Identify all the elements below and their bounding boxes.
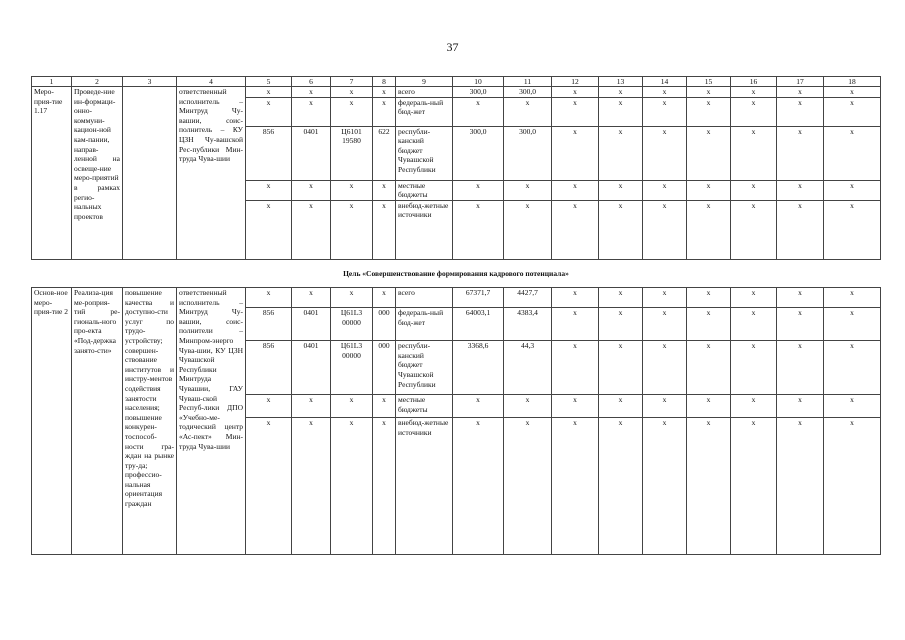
header-cell: 8 (373, 77, 396, 87)
amount-cell: x (643, 180, 687, 200)
amount-cell: x (643, 418, 687, 555)
amount-cell: 300,0 (453, 87, 504, 98)
amount-cell: 67371,7 (453, 288, 504, 308)
executor-cell: ответственный исполнитель – Минтруд Чу-вашии, соис-полнители – Минпром-энерго Чува-шии, КУ ЦЗН Чувашской Республики Минтруда Чувашии, ГАУ Чуваш-ской Респуб-лики ДПО «Учебно-ме-тодический центр «Ас-пект» Мин-труда Чува-шии (177, 288, 246, 555)
amount-cell: x (824, 97, 881, 126)
source-cell: местные бюджеты (396, 180, 453, 200)
section-cell: x (292, 395, 331, 418)
amount-cell: x (687, 180, 731, 200)
amount-cell: x (504, 180, 552, 200)
grbs-cell: 856 (246, 126, 292, 180)
amount-cell: x (687, 308, 731, 341)
amount-cell: x (453, 418, 504, 555)
amount-cell: x (453, 97, 504, 126)
amount-cell: x (687, 200, 731, 259)
target-article-cell: x (331, 87, 373, 98)
target-article-cell: Ц61L3 00000 (331, 341, 373, 395)
event-number-cell: Меро-прия-тие 1.17 (32, 87, 72, 260)
amount-cell: x (824, 288, 881, 308)
amount-cell: x (824, 200, 881, 259)
section-cell: x (292, 288, 331, 308)
header-cell: 2 (72, 77, 123, 87)
amount-cell: x (643, 200, 687, 259)
amount-cell: 44,3 (504, 341, 552, 395)
amount-cell: x (824, 308, 881, 341)
amount-cell: x (777, 87, 824, 98)
expense-type-cell: 622 (373, 126, 396, 180)
header-cell: 5 (246, 77, 292, 87)
amount-cell: x (552, 180, 599, 200)
grbs-cell: x (246, 180, 292, 200)
amount-cell: x (552, 126, 599, 180)
amount-cell: x (777, 200, 824, 259)
source-cell: республи-канский бюджет Чувашской Республики (396, 126, 453, 180)
header-cell: 3 (123, 77, 177, 87)
target-article-cell: x (331, 200, 373, 259)
amount-cell: x (504, 97, 552, 126)
target-article-cell: x (331, 288, 373, 308)
amount-cell: x (599, 97, 643, 126)
target-article-cell: x (331, 180, 373, 200)
amount-cell: x (643, 288, 687, 308)
header-cell: 6 (292, 77, 331, 87)
amount-cell: 64003,1 (453, 308, 504, 341)
amount-cell: x (687, 288, 731, 308)
amount-cell: x (599, 308, 643, 341)
header-cell: 7 (331, 77, 373, 87)
grbs-cell: x (246, 200, 292, 259)
source-cell: федераль-ный бюд-жет (396, 97, 453, 126)
amount-cell: x (504, 200, 552, 259)
target-article-cell: x (331, 395, 373, 418)
executor-cell: ответственный исполнитель – Минтруд Чу-вашии, соис-полнитель – КУ ЦЗН Чу-вашской Рес-публики Мин-труда Чува-шии (177, 87, 246, 260)
amount-cell: x (777, 395, 824, 418)
amount-cell: x (643, 126, 687, 180)
expense-type-cell: x (373, 288, 396, 308)
amount-cell: x (731, 288, 777, 308)
amount-cell: x (777, 418, 824, 555)
amount-cell: x (687, 341, 731, 395)
event-goal-cell (123, 87, 177, 260)
amount-cell: x (731, 418, 777, 555)
amount-cell: x (504, 395, 552, 418)
amount-cell: x (777, 308, 824, 341)
amount-cell: x (599, 341, 643, 395)
expense-type-cell: x (373, 97, 396, 126)
header-cell: 9 (396, 77, 453, 87)
amount-cell: x (453, 180, 504, 200)
header-cell: 4 (177, 77, 246, 87)
amount-cell: x (552, 97, 599, 126)
amount-cell: x (687, 418, 731, 555)
header-cell: 13 (599, 77, 643, 87)
amount-cell: x (599, 200, 643, 259)
amount-cell: x (777, 126, 824, 180)
section-cell: 0401 (292, 126, 331, 180)
amount-cell: x (599, 418, 643, 555)
source-cell: внебюд-жетные источники (396, 200, 453, 259)
amount-cell: x (687, 87, 731, 98)
section-cell: 0401 (292, 341, 331, 395)
amount-cell: x (731, 97, 777, 126)
amount-cell: x (731, 308, 777, 341)
amount-cell: x (552, 200, 599, 259)
amount-cell: x (687, 97, 731, 126)
grbs-cell: 856 (246, 341, 292, 395)
expense-type-cell: x (373, 180, 396, 200)
amount-cell: x (731, 341, 777, 395)
amount-cell: x (777, 180, 824, 200)
amount-cell: x (453, 395, 504, 418)
header-cell: 17 (777, 77, 824, 87)
header-cell: 18 (824, 77, 881, 87)
source-cell: федераль-ный бюд-жет (396, 308, 453, 341)
event-name-cell: Проведе-ние ин-формаци-онно-коммуни-кацион-ной кам-пании, направ-ленной на освеще-ние меро-приятий в рамках регио-нальных проектов (72, 87, 123, 260)
amount-cell: x (504, 418, 552, 555)
source-cell: всего (396, 288, 453, 308)
section-cell: x (292, 200, 331, 259)
amount-cell: x (552, 341, 599, 395)
target-article-cell: x (331, 97, 373, 126)
expense-type-cell: x (373, 200, 396, 259)
amount-cell: x (824, 418, 881, 555)
amount-cell: x (599, 126, 643, 180)
amount-cell: x (643, 308, 687, 341)
section-cell: 0401 (292, 308, 331, 341)
source-cell: всего (396, 87, 453, 98)
section-cell: x (292, 180, 331, 200)
amount-cell: 3368,6 (453, 341, 504, 395)
source-cell: республи-канский бюджет Чувашской Республики (396, 341, 453, 395)
amount-cell: x (777, 288, 824, 308)
amount-cell: x (777, 341, 824, 395)
expense-type-cell: 000 (373, 341, 396, 395)
header-cell: 10 (453, 77, 504, 87)
amount-cell: x (552, 87, 599, 98)
grbs-cell: x (246, 97, 292, 126)
amount-cell: x (599, 395, 643, 418)
amount-cell: x (824, 341, 881, 395)
amount-cell: x (643, 341, 687, 395)
amount-cell: x (687, 126, 731, 180)
amount-cell: x (731, 126, 777, 180)
event-name-cell: Реализа-ция ме-роприя-тий ре-гиональ-ного про-екта «Под-держка занято-сти» (72, 288, 123, 555)
target-article-cell: Ц61L3 00000 (331, 308, 373, 341)
page-number: 37 (446, 40, 459, 54)
expense-type-cell: x (373, 87, 396, 98)
table-row (32, 288, 881, 308)
amount-cell: x (824, 395, 881, 418)
amount-cell: 4383,4 (504, 308, 552, 341)
amount-cell: x (552, 308, 599, 341)
amount-cell: x (643, 395, 687, 418)
amount-cell: x (824, 126, 881, 180)
amount-cell: x (731, 87, 777, 98)
table-row (32, 87, 881, 98)
amount-cell: x (599, 180, 643, 200)
amount-cell: x (687, 395, 731, 418)
header-cell: 12 (552, 77, 599, 87)
target-article-cell: Ц6101 19580 (331, 126, 373, 180)
header-row (32, 77, 881, 87)
header-cell: 14 (643, 77, 687, 87)
goal-title: Цель «Совершенствование формирования кадрового потенциала» (32, 260, 881, 288)
grbs-cell: x (246, 87, 292, 98)
grbs-cell: x (246, 418, 292, 555)
grbs-cell: x (246, 395, 292, 418)
amount-cell: 4427,7 (504, 288, 552, 308)
amount-cell: x (599, 288, 643, 308)
goal-row (32, 260, 881, 288)
amount-cell: x (552, 288, 599, 308)
amount-cell: 300,0 (504, 87, 552, 98)
amount-cell: x (731, 200, 777, 259)
amount-cell: x (599, 87, 643, 98)
amount-cell: 300,0 (504, 126, 552, 180)
target-article-cell: x (331, 418, 373, 555)
section-cell: x (292, 97, 331, 126)
amount-cell: x (824, 87, 881, 98)
expense-type-cell: x (373, 418, 396, 555)
section-cell: x (292, 87, 331, 98)
budget-table (31, 76, 881, 555)
amount-cell: x (453, 200, 504, 259)
amount-cell: x (552, 418, 599, 555)
amount-cell: x (731, 395, 777, 418)
section-cell: x (292, 418, 331, 555)
source-cell: местные бюджеты (396, 395, 453, 418)
header-cell: 15 (687, 77, 731, 87)
header-cell: 1 (32, 77, 72, 87)
grbs-cell: x (246, 288, 292, 308)
expense-type-cell: x (373, 395, 396, 418)
event-number-cell: Основ-ное меро-прия-тие 2 (32, 288, 72, 555)
amount-cell: x (552, 395, 599, 418)
amount-cell: x (643, 97, 687, 126)
amount-cell: x (777, 97, 824, 126)
amount-cell: 300,0 (453, 126, 504, 180)
header-cell: 11 (504, 77, 552, 87)
grbs-cell: 856 (246, 308, 292, 341)
event-goal-cell: повышение качества и доступно-сти услуг по трудо-устройству; совершен-ствование институтов и инстру-ментов содействия занятости населения; повышение конкурен-тоспособ-ности гра-ждан на рынке тру-да; профессио-нальная ориентация граждан (123, 288, 177, 555)
amount-cell: x (824, 180, 881, 200)
source-cell: внебюд-жетные источники (396, 418, 453, 555)
expense-type-cell: 000 (373, 308, 396, 341)
amount-cell: x (731, 180, 777, 200)
amount-cell: x (643, 87, 687, 98)
header-cell: 16 (731, 77, 777, 87)
